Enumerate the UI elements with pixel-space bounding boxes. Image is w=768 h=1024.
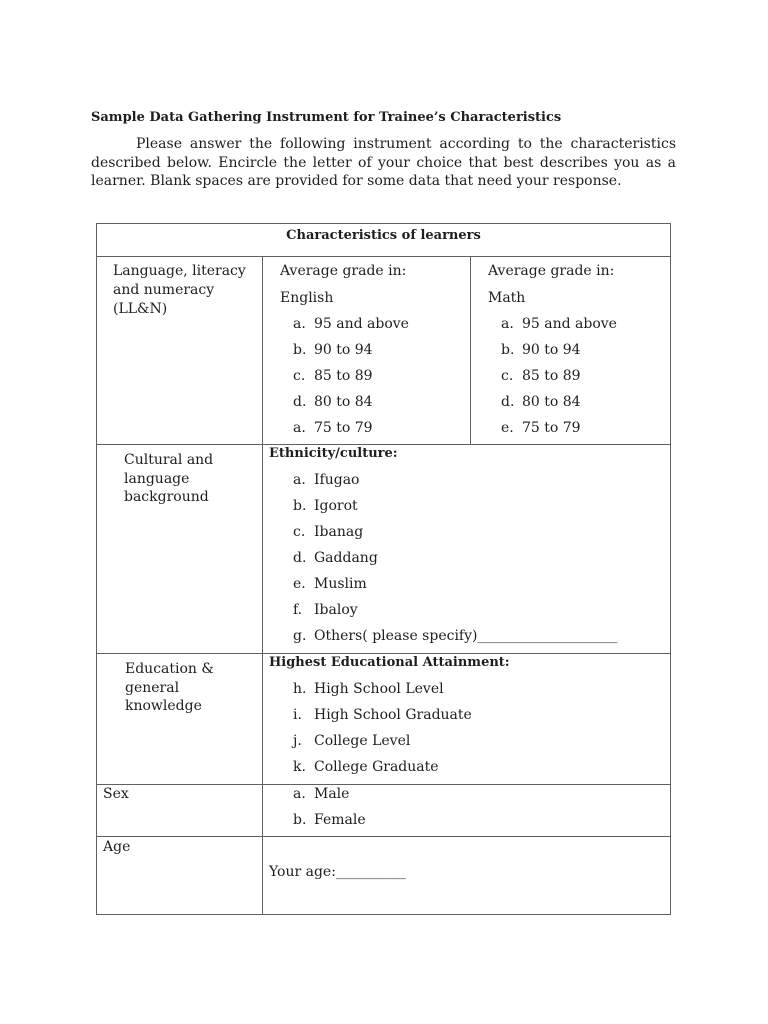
category-label-line: language (124, 470, 190, 487)
category-label: Age (103, 839, 131, 855)
option-text: College Level (314, 733, 411, 749)
option-letter: c. (501, 368, 514, 384)
option-text: 85 to 89 (314, 368, 373, 384)
option-letter: d. (293, 394, 307, 410)
option-text: High School Graduate (314, 707, 472, 723)
row-education-general-knowledge (97, 653, 670, 784)
option-text: Muslim (314, 576, 367, 592)
option-letter: b. (293, 342, 307, 358)
category-label (97, 257, 262, 444)
option-text: 80 to 84 (314, 394, 373, 410)
option-item (293, 754, 670, 780)
option-item (293, 702, 670, 728)
option-item (501, 415, 670, 441)
option-item (293, 311, 470, 337)
grade-prompt: Average grade in: (488, 263, 615, 279)
option-item (293, 389, 470, 415)
option-letter: b. (501, 342, 515, 358)
option-list (293, 467, 670, 649)
option-item (501, 389, 670, 415)
ethnicity-cell (262, 445, 670, 653)
option-text: Ibanag (314, 524, 364, 540)
category-label-line: background (124, 489, 209, 505)
option-text: Male (314, 786, 350, 802)
category-label-line: Cultural and (124, 452, 214, 468)
option-item (501, 311, 670, 337)
option-letter: a. (293, 786, 306, 802)
option-text: Ifugao (314, 472, 360, 488)
option-text: Female (314, 812, 366, 828)
option-item (293, 493, 670, 519)
option-text: High School Level (314, 681, 444, 697)
option-letter: c. (293, 368, 306, 384)
category-label-line: Education & (125, 661, 214, 677)
education-attainment-cell (262, 654, 670, 784)
option-text: 75 to 79 (314, 420, 373, 436)
option-letter: k. (293, 759, 306, 775)
learner-characteristics-table (96, 223, 671, 915)
option-list (293, 781, 670, 833)
row-age (97, 836, 670, 914)
category-label-line: and numeracy (113, 282, 215, 298)
option-letter: h. (293, 681, 307, 697)
option-letter: a. (501, 316, 514, 332)
option-item (293, 781, 670, 807)
option-item (293, 597, 670, 623)
row-sex (97, 784, 670, 836)
option-letter: b. (293, 498, 307, 514)
option-list (501, 311, 670, 441)
option-text: 80 to 84 (522, 394, 581, 410)
subject-name: English (280, 290, 334, 306)
option-letter: d. (501, 394, 515, 410)
option-item (293, 571, 670, 597)
option-letter: j. (293, 733, 302, 749)
option-item (293, 545, 670, 571)
option-text: 90 to 94 (314, 342, 373, 358)
option-letter: c. (293, 524, 306, 540)
instructions-paragraph: Please answer the following instrument according to the characteristics described below. Encircle the letter of your choice that best describes you as a learner. Blank spaces are provided for some data that need your response. (91, 136, 676, 189)
math-grade-cell (470, 257, 670, 444)
option-letter: d. (293, 550, 307, 566)
option-letter: a. (293, 472, 306, 488)
option-letter: b. (293, 812, 307, 828)
grade-prompt: Average grade in: (280, 263, 407, 279)
option-letter: g. (293, 628, 307, 644)
option-text: 75 to 79 (522, 420, 581, 436)
subject-name: Math (488, 290, 526, 306)
age-cell (262, 837, 670, 914)
option-item (293, 415, 470, 441)
option-item (501, 337, 670, 363)
option-text: 95 and above (314, 316, 409, 332)
category-label (97, 445, 262, 653)
option-letter: f. (293, 602, 303, 618)
option-text: College Graduate (314, 759, 439, 775)
category-label: Sex (103, 786, 129, 802)
option-letter: e. (293, 576, 306, 592)
category-label-line: (LL&N) (113, 301, 168, 317)
option-item (501, 363, 670, 389)
option-letter: i. (293, 707, 302, 723)
table-header: Characteristics of learners (286, 228, 481, 243)
option-text: 90 to 94 (522, 342, 581, 358)
option-list (293, 676, 670, 780)
option-text: Ibaloy (314, 602, 358, 618)
row-cultural-language-background (97, 444, 670, 653)
sex-cell (262, 785, 670, 836)
option-text-with-blank: Others( please specify)____________________ (314, 628, 618, 644)
english-grade-cell (262, 257, 470, 444)
question-heading: Ethnicity/culture: (269, 446, 398, 461)
category-label-line: general (125, 679, 180, 696)
question-heading: Highest Educational Attainment: (269, 655, 510, 670)
option-text: 85 to 89 (522, 368, 581, 384)
option-item (293, 519, 670, 545)
age-blank-field: Your age:__________ (269, 864, 406, 880)
option-text: Gaddang (314, 550, 378, 566)
option-text: 95 and above (522, 316, 617, 332)
option-item (293, 467, 670, 493)
option-list (293, 311, 470, 441)
option-item (293, 807, 670, 833)
option-letter: a. (293, 316, 306, 332)
category-label-line: Language, literacy (113, 263, 246, 279)
option-item (293, 363, 470, 389)
option-text: Igorot (314, 498, 358, 514)
option-letter: a. (293, 420, 306, 436)
option-item (293, 676, 670, 702)
option-item (293, 337, 470, 363)
option-item (293, 623, 670, 649)
row-language-literacy-numeracy (97, 256, 670, 444)
option-letter: e. (501, 420, 514, 436)
category-label (97, 654, 262, 784)
document-title: Sample Data Gathering Instrument for Trainee’s Characteristics (91, 110, 562, 125)
option-item (293, 728, 670, 754)
category-label-line: knowledge (125, 698, 202, 714)
table-header-row (97, 224, 670, 256)
